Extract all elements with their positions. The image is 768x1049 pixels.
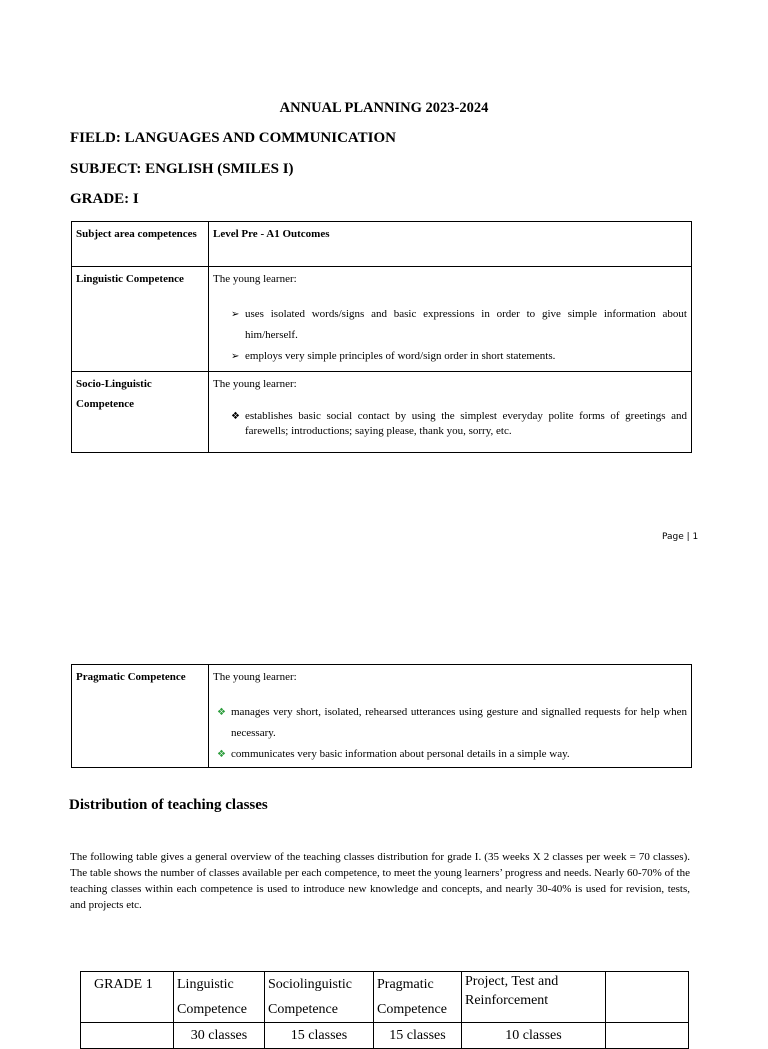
- row-content-sociolinguistic: [209, 372, 692, 453]
- cell-grade: [81, 1023, 174, 1049]
- distribution-paragraph: The following table gives a general overview of the teaching classes distribution for grade I. (35 weeks X 2 classes per week = 70 classes). The table shows the number of classes available per each competence, to meet the young learners’ progress and needs. Nearly 60-70% of the teaching classes within each competence is used to introduce new knowledge and concepts, and nearly 30-40% is used for revision, tests, and projects etc.: [70, 851, 690, 911]
- cell-sociolinguistic: 15 classes: [265, 1023, 374, 1049]
- header-grade: GRADE 1: [81, 972, 174, 1023]
- list-item: ❖ establishes basic social contact by using the simplest everyday polite forms of greetings and farewells; introductions; saying please, thank you, sorry, etc.: [231, 410, 687, 437]
- table-row: [72, 372, 692, 453]
- row-label-pragmatic: Pragmatic Competence: [72, 665, 209, 768]
- four-diamond-bullet-icon: ❖: [231, 411, 240, 422]
- subject-heading: SUBJECT: ENGLISH (SMILES I): [70, 161, 294, 177]
- list-item: ➢ employs very simple principles of word/sign order in short statements.: [227, 346, 687, 367]
- pragmatic-table: [71, 664, 692, 768]
- header-linguistic: Linguistic Competence: [174, 972, 265, 1023]
- field-heading: FIELD: LANGUAGES AND COMMUNICATION: [70, 130, 396, 146]
- header-sociolinguistic: Sociolinguistic Competence: [265, 972, 374, 1023]
- header-pragmatic: Pragmatic Competence: [374, 972, 462, 1023]
- header-project-test: Project, Test and Reinforcement: [462, 972, 606, 1023]
- row-intro: The young learner:: [213, 671, 297, 683]
- table-header-row: [72, 222, 692, 267]
- cell-project-test: 10 classes: [462, 1023, 606, 1049]
- page-number: Page | 1: [662, 532, 699, 542]
- grade-heading: GRADE: I: [70, 191, 139, 207]
- table-row: [81, 1023, 689, 1049]
- table-header-row: [81, 972, 689, 1023]
- arrow-bullet-icon: ➢: [231, 351, 240, 362]
- cell-empty: [606, 1023, 689, 1049]
- row-intro: The young learner:: [213, 378, 297, 390]
- row-content-pragmatic: [209, 665, 692, 768]
- row-content-linguistic: [209, 267, 692, 372]
- section-title: Distribution of teaching classes: [69, 797, 268, 813]
- competences-table: [71, 221, 692, 453]
- table-row: [72, 267, 692, 372]
- grade-distribution-table: [80, 971, 689, 1049]
- four-diamond-bullet-icon: ❖: [217, 707, 226, 718]
- table-row: [72, 665, 692, 768]
- list-item: ❖ communicates very basic information about personal details in a simple way.: [213, 744, 687, 765]
- arrow-bullet-icon: ➢: [231, 309, 240, 320]
- row-label-sociolinguistic: Socio-Linguistic Competence: [72, 372, 209, 453]
- row-intro: The young learner:: [213, 273, 297, 285]
- list-item: ➢ uses isolated words/signs and basic expressions in order to give simple information about him/herself.: [227, 304, 687, 346]
- list-item: ❖ manages very short, isolated, rehearsed utterances using gesture and signalled requests for help when necessary.: [213, 702, 687, 744]
- header-subject-area: Subject area competences: [72, 222, 209, 267]
- header-empty: [606, 972, 689, 1023]
- four-diamond-bullet-icon: ❖: [217, 749, 226, 760]
- cell-pragmatic: 15 classes: [374, 1023, 462, 1049]
- cell-linguistic: 30 classes: [174, 1023, 265, 1049]
- header-level-outcomes: Level Pre - A1 Outcomes: [209, 222, 692, 267]
- row-label-linguistic: Linguistic Competence: [72, 267, 209, 372]
- document-title: ANNUAL PLANNING 2023-2024: [279, 100, 489, 116]
